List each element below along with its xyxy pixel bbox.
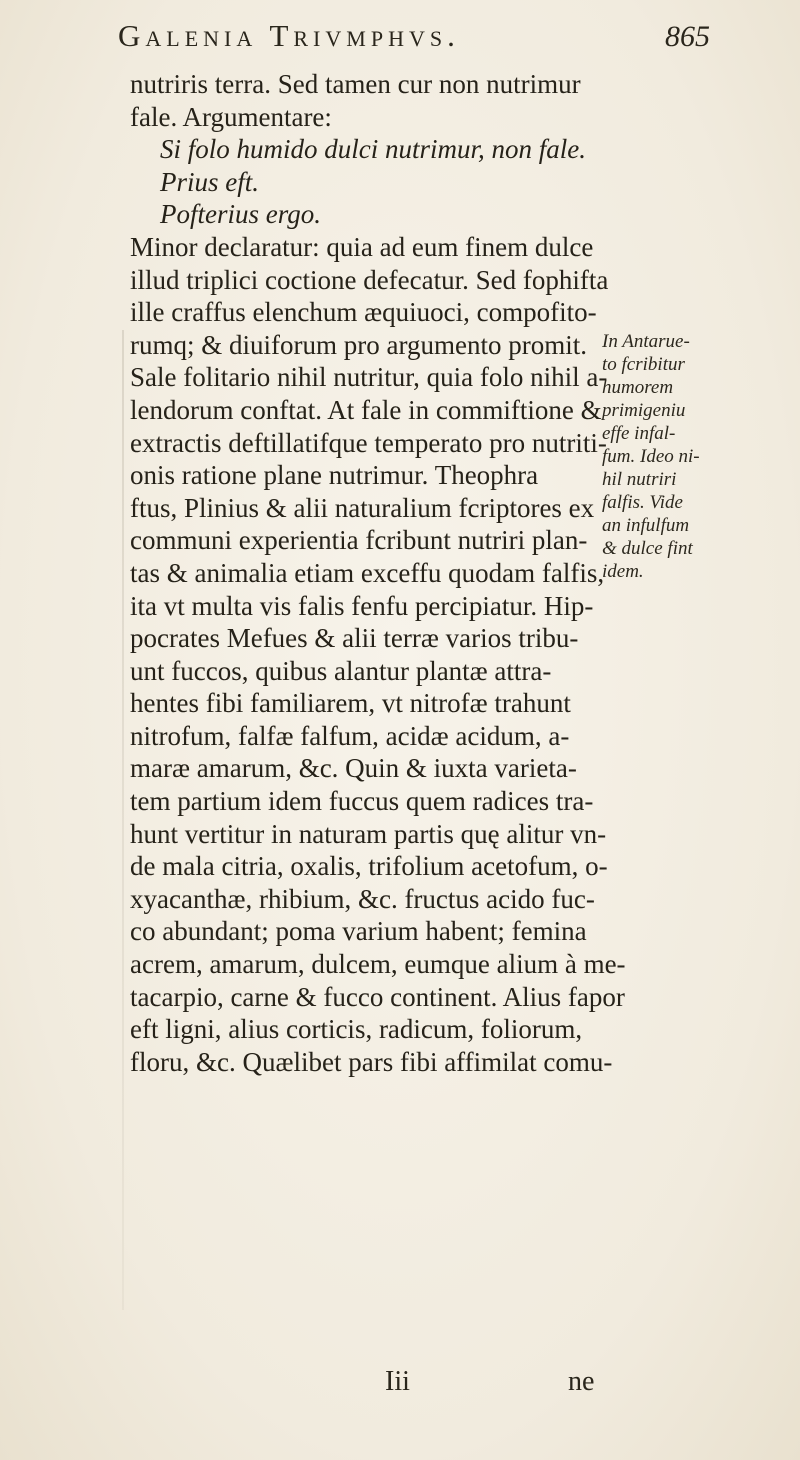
signature-mark: Iii (385, 1366, 410, 1397)
page-header (118, 18, 718, 68)
text-line: floru, &c. Quælibet pars fibi affimilat comu- (130, 1046, 613, 1077)
sidenote-line: to fcribitur (602, 354, 685, 375)
text-line: co abundant; poma varium habent; femina (130, 916, 587, 947)
running-title: Galenia Trivmphvs. (118, 18, 460, 53)
sidenote-line: fum. Ideo ni- (602, 446, 700, 467)
text-line: ftus, Plinius & alii naturalium fcriptores ex (130, 492, 595, 523)
sidenote-line: primigeniu (602, 400, 686, 421)
text-line: pocrates Mefues & alii terræ varios tribu- (130, 623, 579, 654)
text-line: acrem, amarum, dulcem, eumque alium à me- (130, 949, 626, 980)
sidenote-line: hil nutriri (602, 469, 677, 490)
text-line: xyacanthæ, rhibium, &c. fructus acido fuc- (130, 883, 595, 914)
text-line: tacarpio, carne & fucco continent. Alius fapor (130, 981, 625, 1012)
text-line: fale. Argumentare: (130, 101, 332, 132)
page-number: 865 (665, 20, 710, 53)
sidenote-line: In Antarue- (602, 331, 690, 352)
text-line: ille craffus elenchum æquiuoci, compofito- (130, 297, 597, 328)
sidenote-line: idem. (602, 561, 644, 582)
text-line: tas & animalia etiam exceffu quodam falfis, (130, 557, 605, 588)
sidenote-line: falfis. Vide (602, 492, 683, 513)
text-line: onis ratione plane nutrimur. Theophra (130, 460, 539, 491)
sidenote-line: humorem (602, 377, 674, 398)
text-line: Minor declaratur: quia ad eum finem dulce (130, 231, 594, 262)
page-footer (0, 1366, 800, 1406)
syllogism-minor: Prius eft. (160, 166, 259, 197)
text-line: ita vt multa vis falis fenfu percipiatur. Hip- (130, 590, 594, 621)
text-line: nutriris terra. Sed tamen cur non nutrimur (130, 69, 581, 99)
inner-margin-shadow (122, 330, 124, 1310)
sidenote-line: effe infal- (602, 423, 676, 444)
text-line: eft ligni, alius corticis, radicum, foliorum, (130, 1014, 583, 1045)
text-line: rumq; & diuiforum pro argumento promit. (130, 329, 587, 360)
text-line: de mala citria, oxalis, trifolium acetofum, o- (130, 851, 608, 882)
syllogism-conclusion: Pofterius ergo. (160, 199, 321, 230)
sidenote-line: & dulce fint (602, 538, 693, 559)
main-text-block (130, 68, 626, 1078)
sidenote-line: an infulfum (602, 515, 690, 536)
text-line: tem partium idem fuccus quem radices tra- (130, 786, 594, 817)
text-line: communi experientia fcribunt nutriri plan- (130, 525, 588, 556)
text-line: extractis deftillatifque temperato pro nutriti- (130, 427, 607, 458)
text-line: nitrofum, falfæ falfum, acidæ acidum, a- (130, 720, 570, 751)
text-line: Sale folitario nihil nutritur, quia folo nihil a- (130, 362, 608, 393)
catchword: ne (568, 1366, 595, 1397)
text-line: maræ amarum, &c. Quin & iuxta varieta- (130, 753, 577, 784)
text-line: hunt vertitur in naturam partis quę alitur vn- (130, 818, 607, 849)
text-line: unt fuccos, quibus alantur plantæ attra- (130, 655, 552, 686)
text-line: illud triplici coctione defecatur. Sed fophifta (130, 264, 609, 295)
syllogism-major: Si folo humido dulci nutrimur, non fale. (160, 134, 587, 165)
text-line: hentes fibi familiarem, vt nitrofæ trahunt (130, 688, 571, 719)
marginal-note (602, 330, 792, 583)
text-line: lendorum conftat. At fale in commiftione & (130, 394, 602, 425)
